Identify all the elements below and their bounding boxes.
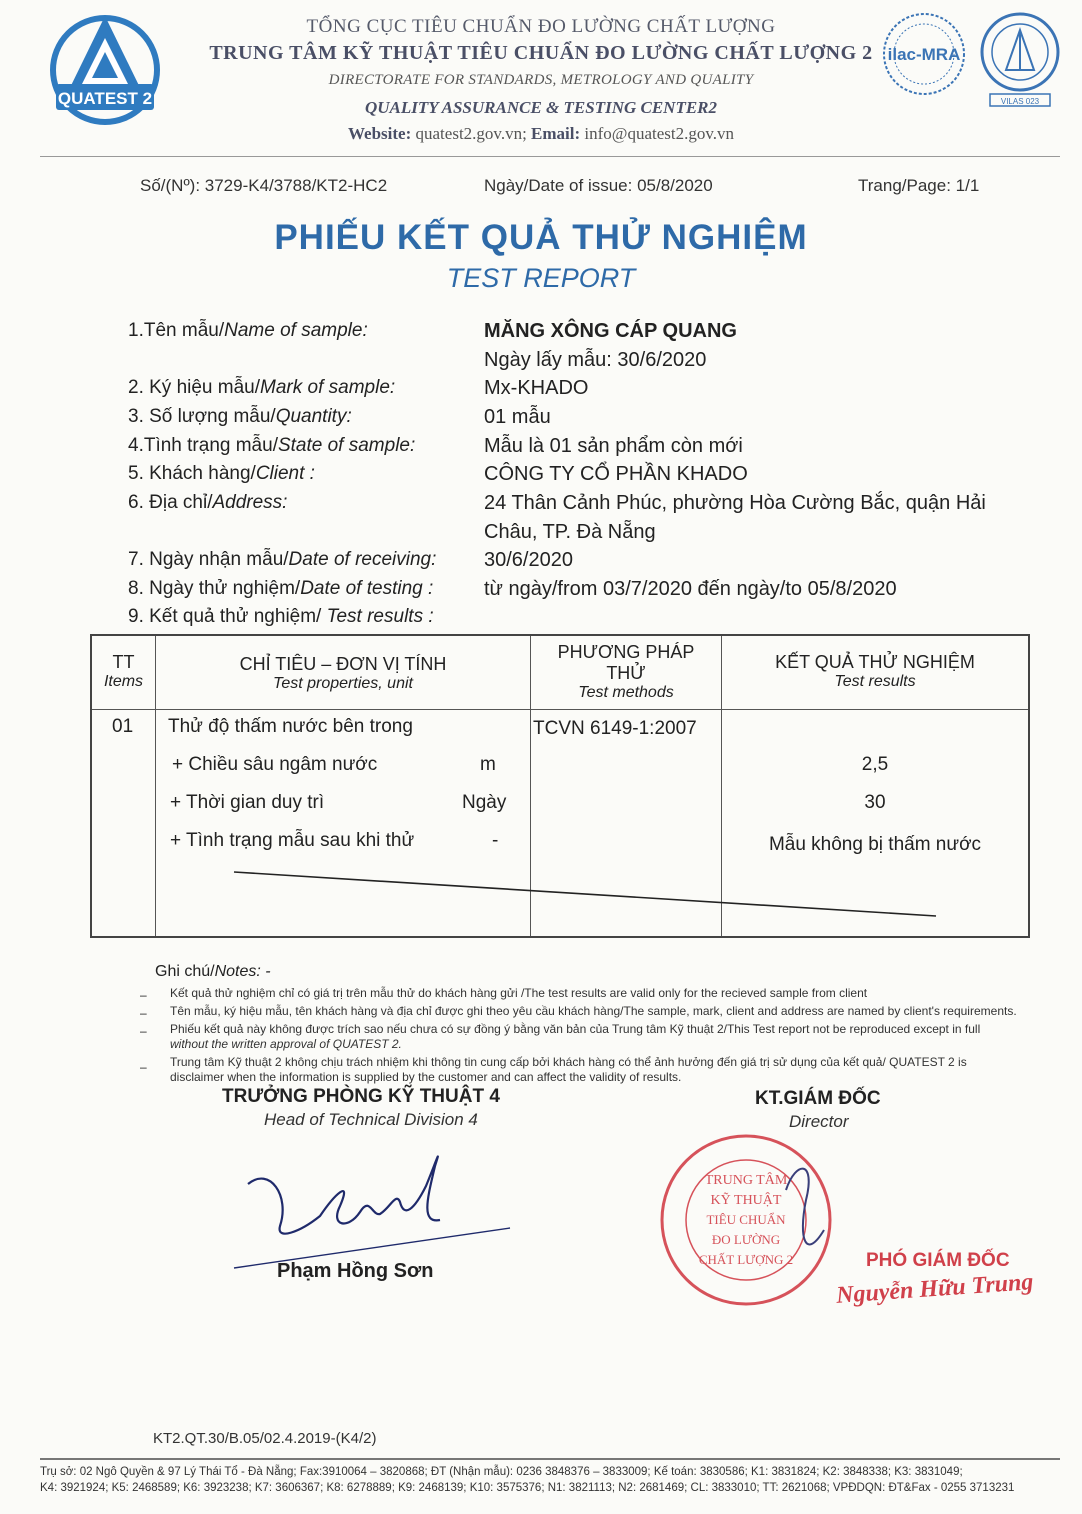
official-stamp	[656, 1130, 836, 1310]
left-signature	[230, 1136, 530, 1276]
field-label-testing: 8. Ngày thử nghiệm/Date of testing :	[128, 578, 434, 599]
report-number: Số/(Nº): 3729-K4/3788/KT2-HC2	[140, 176, 388, 195]
issue-date: Ngày/Date of issue: 05/8/2020	[484, 176, 713, 195]
contact-line	[0, 124, 1082, 144]
result-duration: 30	[864, 791, 886, 813]
right-signer-subtitle: Director	[789, 1112, 849, 1131]
ilac-mra-logo	[880, 10, 968, 100]
page-number: Trang/Page: 1/1	[858, 176, 980, 195]
note-line-4: without the written approval of QUATEST 2.	[170, 1037, 402, 1051]
field-value-name: MĂNG XÔNG CÁP QUANG	[484, 320, 737, 342]
field-label-client: 5. Khách hàng/Client :	[128, 463, 315, 484]
property-depth: + Chiều sâu ngâm nước	[172, 753, 378, 775]
field-label-mark: 2. Ký hiệu mẫu/Mark of sample:	[128, 377, 396, 398]
note-line-1: Kết quả thử nghiệm chỉ có giá trị trên mẫu thử do khách hàng gửi /The test results are valid only for the recieved sample from client	[170, 986, 868, 1000]
field-value-mark: Mx-KHADO	[484, 377, 589, 399]
stamp-text-4: ĐO LƯỜNG	[711, 1232, 781, 1247]
footer-line-2: K4: 3921924; K5: 2468589; K6: 3923238; K7: 3606367; K8: 6278889; K9: 2468139; K10: 3575376; N1: 3821113; N2: 2681469; CL: 3833010; TT: 2621068; VPĐDQN: ĐT&Fax - 0255 3713231	[40, 1482, 1015, 1494]
unit-state: -	[492, 829, 499, 851]
vilas-accreditation-logo	[978, 10, 1062, 110]
property-state: + Tình trạng mẫu sau khi thử	[170, 829, 415, 851]
report-title-en: TEST REPORT	[446, 263, 636, 293]
stamp-text-3: TIÊU CHUẨN	[706, 1212, 786, 1227]
note-bullets: – – – –	[140, 988, 147, 1074]
deputy-name: Nguyễn Hữu Trung	[835, 1269, 1035, 1309]
field-label-quantity: 3. Số lượng mẫu/Quantity:	[128, 406, 352, 427]
row-number: 01	[112, 715, 134, 737]
stamp-text-5: CHẤT LƯỢNG 2	[698, 1252, 794, 1267]
field-value-sampling-date: Ngày lấy mẫu: 30/6/2020	[484, 349, 707, 371]
org-line-2: TRUNG TÂM KỸ THUẬT TIÊU CHUẨN ĐO LƯỜNG CHẤT LƯỢNG 2	[209, 42, 873, 64]
left-signer-subtitle: Head of Technical Division 4	[264, 1110, 478, 1129]
note-line-5: Trung tâm Kỹ thuật 2 không chịu trách nhiệm khi thông tin cung cấp bởi khách hàng có thể ảnh hưởng đến giá trị sử dụng của kết quả/ QUATEST 2 is	[170, 1055, 967, 1069]
stamp-text-1: TRUNG TÂM	[704, 1173, 788, 1188]
left-signer-title: TRƯỞNG PHÒNG KỸ THUẬT 4	[222, 1086, 500, 1107]
unit-duration: Ngày	[462, 791, 507, 813]
note-line-3: Phiếu kết quả này không được trích sao nếu chưa có sự đồng ý bằng văn bản của Trung tâm Kỹ thuật 2/This Test report not be reproduced except in full	[170, 1022, 981, 1036]
field-label-address: 6. Địa chỉ/Address:	[128, 492, 288, 513]
field-label-results: 9. Kết quả thử nghiệm/ Test results :	[128, 606, 434, 627]
deputy-title: PHÓ GIÁM ĐỐC	[866, 1250, 1010, 1271]
email-link[interactable]: info@quatest2.gov.vn	[584, 124, 734, 143]
footer-line-1: Trụ sở: 02 Ngô Quyền & 97 Lý Thái Tổ - Đà Nẵng; Fax:3910064 – 3820868; ĐT (Nhận mẫu): 0236 3848376 – 3833009; Kế toán: 3830586; K1: 3831824; K2: 3848338; K3: 3831049;	[40, 1466, 963, 1478]
unit-depth: m	[480, 753, 496, 775]
note-line-2: Tên mẫu, ký hiệu mẫu, tên khách hàng và địa chỉ được ghi theo yêu cầu khách hàng/The sample, mark, client and address are named by client's requirements.	[170, 1004, 1017, 1018]
vilas-text: VILAS 023	[1000, 97, 1040, 106]
field-value-receiving: 30/6/2020	[484, 549, 573, 571]
field-label-name: 1.Tên mẫu/Name of sample:	[128, 320, 368, 341]
org-line-1: TỔNG CỤC TIÊU CHUẨN ĐO LƯỜNG CHẤT LƯỢNG	[306, 16, 776, 37]
col-header-properties: CHỈ TIÊU – ĐƠN VỊ TÍNH Test properties, unit	[156, 635, 531, 709]
row-method: TCVN 6149-1:2007	[533, 717, 697, 739]
website-link[interactable]: quatest2.gov.vn;	[415, 124, 527, 143]
logo-text: QUATEST 2	[57, 89, 153, 108]
notes-label: Ghi chú/Notes: -	[155, 963, 271, 980]
field-value-address: 24 Thân Cảnh Phúc, phường Hòa Cường Bắc, quận Hải	[484, 492, 986, 514]
org-line-4: QUALITY ASSURANCE & TESTING CENTER2	[364, 98, 718, 117]
footer-rule	[40, 1458, 1060, 1460]
row-title: Thử độ thấm nước bên trong	[168, 715, 413, 737]
note-line-6: disclaimer when the information is supplied by the customer and can affect the validity of results.	[170, 1070, 682, 1084]
property-duration: + Thời gian duy trì	[170, 791, 325, 813]
result-state: Mẫu không bị thấm nước	[768, 833, 982, 855]
result-depth: 2,5	[861, 753, 889, 775]
stamp-text-2: KỸ THUẬT	[710, 1193, 782, 1208]
org-line-3: DIRECTORATE FOR STANDARDS, METROLOGY AND QUALITY	[328, 72, 754, 88]
col-header-results: KẾT QUẢ THỬ NGHIỆM Test results	[722, 635, 1030, 709]
right-signer-title: KT.GIÁM ĐỐC	[755, 1088, 881, 1109]
report-title: PHIẾU KẾT QUẢ THỬ NGHIỆM	[274, 218, 808, 257]
website-label: Website:	[347, 124, 412, 143]
strike-line	[230, 866, 940, 920]
field-label-state: 4.Tình trạng mẫu/State of sample:	[128, 435, 416, 456]
field-value-address-2: Châu, TP. Đà Nẵng	[484, 521, 656, 543]
form-code: KT2.QT.30/B.05/02.4.2019-(K4/2)	[153, 1430, 377, 1447]
field-value-testing: từ ngày/from 03/7/2020 đến ngày/to 05/8/2020	[484, 578, 897, 600]
col-header-methods: PHƯƠNG PHÁP THỬ Test methods	[531, 635, 722, 709]
field-value-quantity: 01 mẫu	[484, 406, 551, 428]
ilac-text: ilac-MRA	[887, 45, 961, 64]
table-cell-items	[91, 709, 156, 937]
left-signer-name: Phạm Hồng Sơn	[277, 1260, 434, 1282]
field-value-client: CÔNG TY CỔ PHẦN KHADO	[484, 463, 748, 485]
header-rule	[40, 156, 1060, 157]
field-label-receiving: 7. Ngày nhận mẫu/Date of receiving:	[128, 549, 437, 570]
field-value-state: Mẫu là 01 sản phẩm còn mới	[484, 435, 743, 457]
col-header-items: TT Items	[91, 635, 156, 709]
email-label: Email:	[531, 124, 581, 143]
